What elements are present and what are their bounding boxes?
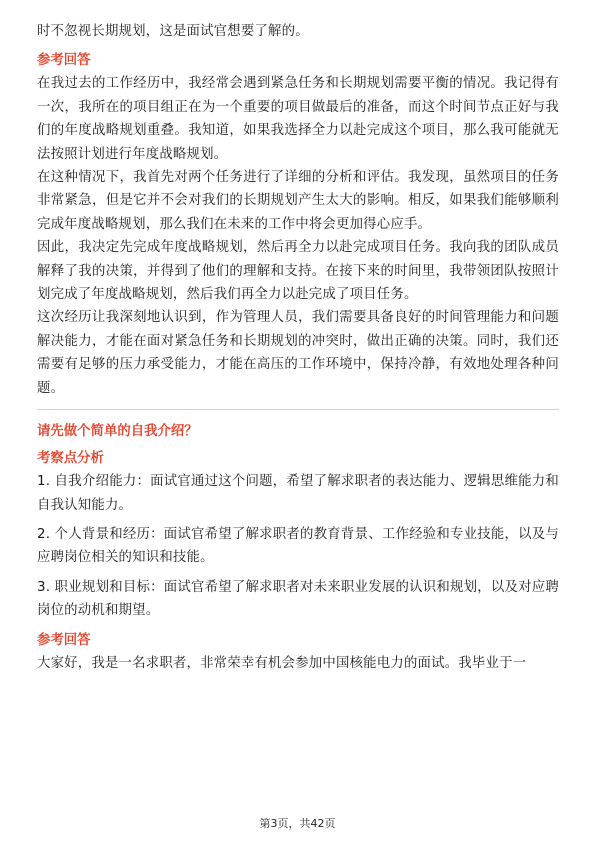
analysis-heading: 考察点分析	[37, 451, 104, 467]
reference-answer-heading: 参考回答	[37, 53, 91, 69]
reference-answer-body	[37, 72, 559, 400]
answer-paragraph-2: 大家好，我是一名求职者，非常荣幸有机会参加中国核能电力的面试。我毕业于一	[37, 655, 527, 671]
question-heading: 请先做个简单的自我介绍？	[37, 424, 198, 440]
section-divider	[37, 409, 559, 410]
reference-answer-heading-2: 参考回答	[37, 632, 91, 648]
page-number-footer: 第3页，共42页	[259, 817, 336, 830]
intro-tail-text: 时不忽视长期规划，这是面试官想要了解的。	[37, 24, 309, 39]
analysis-item: 3. 职业规划和目标：面试官希望了解求职者对未来职业发展的认识和规划，以及对应聘岗位的动机和期望。	[37, 579, 559, 619]
page-content	[37, 20, 559, 675]
analysis-list	[37, 470, 559, 622]
answer-paragraph: 在这种情况下，我首先对两个任务进行了详细的分析和评估。我发现，虽然项目的任务非常紧急，但是它并不会对我们的长期规划产生太大的影响。相反，如果我们能够顺利完成年度战略规划，那么我们在未来的工作中将会更加得心应手。	[37, 170, 559, 232]
answer-paragraph: 这次经历让我深刻地认识到，作为管理人员，我们需要具备良好的时间管理能力和问题解决能力，才能在面对紧急任务和长期规划的冲突时，做出正确的决策。同时，我们还需要有足够的压力承受能力，才能在高压的工作环境中，保持冷静，有效地处理各种问题。	[37, 310, 559, 396]
answer-paragraph: 在我过去的工作经历中，我经常会遇到紧急任务和长期规划需要平衡的情况。我记得有一次，我所在的项目组正在为一个重要的项目做最后的准备，而这个时间节点正好与我们的年度战略规划重叠。我知道，如果我选择全力以赴完成这个项目，那么我可能就无法按照计划进行年度战略规划。	[37, 76, 559, 162]
answer-paragraph: 因此，我决定先完成年度战略规划，然后再全力以赴完成项目任务。我向我的团队成员解释了我的决策，并得到了他们的理解和支持。在接下来的时间里，我带领团队按照计划完成了年度战略规划，然后我们再全力以赴完成了项目任务。	[37, 240, 559, 303]
analysis-item: 2. 个人背景和经历：面试官希望了解求职者的教育背景、工作经验和专业技能，以及与应聘岗位相关的知识和技能。	[37, 526, 559, 566]
analysis-item: 1. 自我介绍能力：面试官通过这个问题，希望了解求职者的表达能力、逻辑思维能力和自我认知能力。	[37, 474, 559, 513]
